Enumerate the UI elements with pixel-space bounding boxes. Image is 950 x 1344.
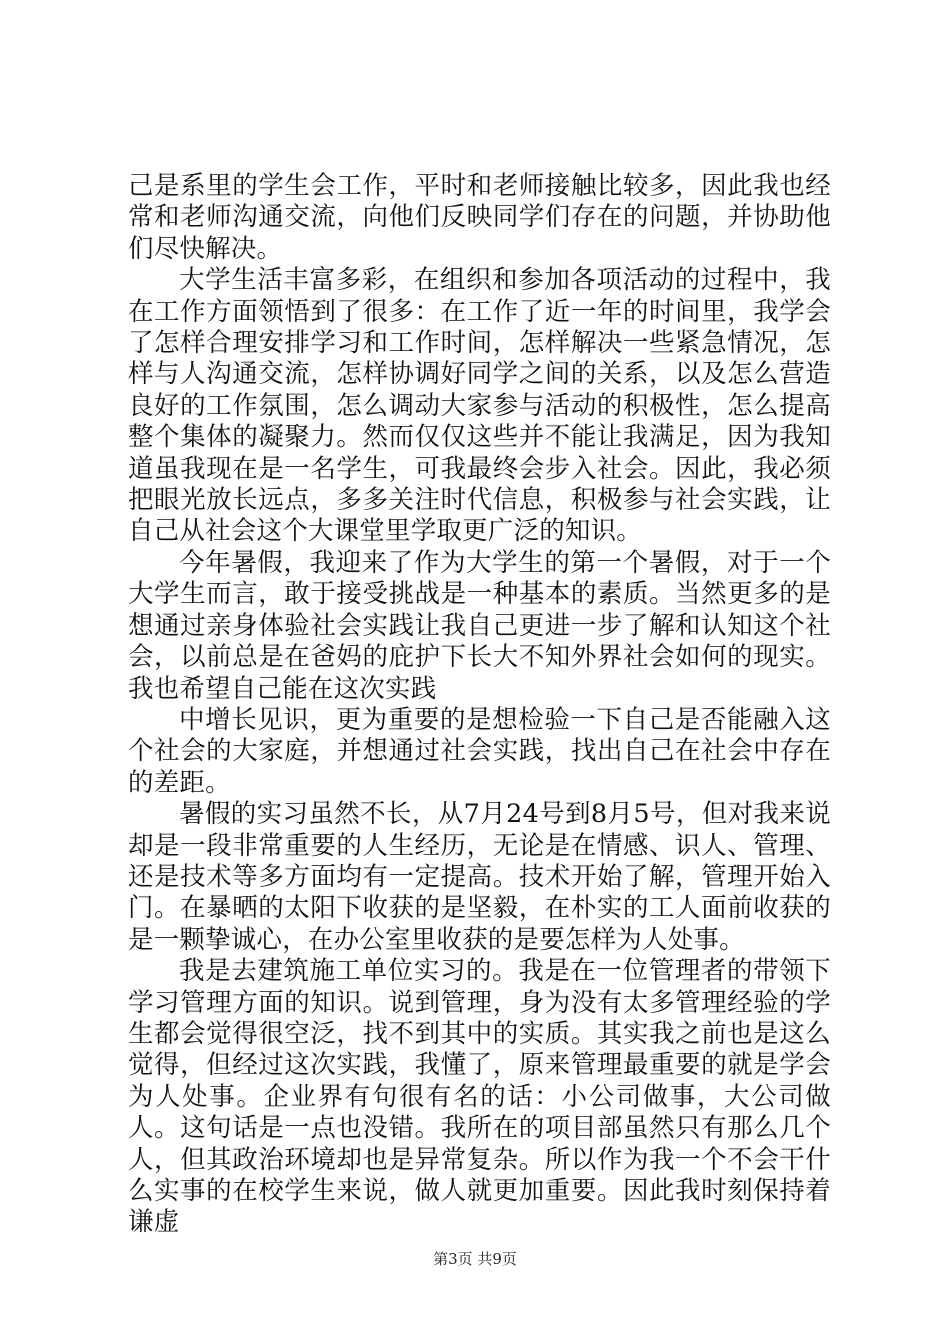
paragraph-5: 暑假的实习虽然不长，从7月24号到8月5号，但对我来说却是一段非常重要的人生经历，无论是在情感、识人、管理、还是技术等多方面均有一定提高。技术开始了解，管理开始入门。在暴晒的太阳下收获的是坚毅，在朴实的工人面前收获的是一颗挚诚心，在办公室里收获的是要怎样为人处事。 — [128, 799, 831, 955]
page-footer: 第3页 共9页 — [433, 1250, 517, 1268]
paragraph-4: 中增长见识，更为重要的是想检验一下自己是否能融入这个社会的大家庭，并想通过社会实践，找出自己在社会中存在的差距。 — [128, 704, 831, 798]
paragraph-3: 今年暑假，我迎来了作为大学生的第一个暑假，对于一个大学生而言，敢于接受挑战是一种基本的素质。当然更多的是想通过亲身体验社会实践让我自己更进一步了解和认知这个社会，以前总是在爸妈的庇护下长大不知外界社会如何的现实。我也希望自己能在这次实践 — [128, 547, 831, 704]
paragraph-2: 大学生活丰富多彩，在组织和参加各项活动的过程中，我在工作方面领悟到了很多：在工作了近一年的时间里，我学会了怎样合理安排学习和工作时间，怎样解决一些紧急情况，怎样与人沟通交流，怎样协调好同学之间的关系，以及怎么营造良好的工作氛围，怎么调动大家参与活动的积极性，怎么提高整个集体的凝聚力。然而仅仅这些并不能让我满足，因为我知道虽我现在是一名学生，可我最终会步入社会。因此，我必须把眼光放长远点，多多关注时代信息，积极参与社会实践，让自己从社会这个大课堂里学取更广泛的知识。 — [128, 265, 831, 547]
document-body — [128, 171, 831, 1239]
paragraph-6: 我是去建筑施工单位实习的。我是在一位管理者的带领下学习管理方面的知识。说到管理，身为没有太多管理经验的学生都会觉得很空泛，找不到其中的实质。其实我之前也是这么觉得，但经过这次实践，我懂了，原来管理最重要的就是学会为人处事。企业界有句很有名的话：小公司做事，大公司做人。这句话是一点也没错。我所在的项目部虽然只有那么几个人，但其政治环境却也是异常复杂。所以作为我一个不会干什么实事的在校学生来说，做人就更加重要。因此我时刻保持着谦虚 — [128, 956, 831, 1238]
paragraph-1: 己是系里的学生会工作，平时和老师接触比较多，因此我也经常和老师沟通交流，向他们反映同学们存在的问题，并协助他们尽快解决。 — [128, 171, 831, 264]
